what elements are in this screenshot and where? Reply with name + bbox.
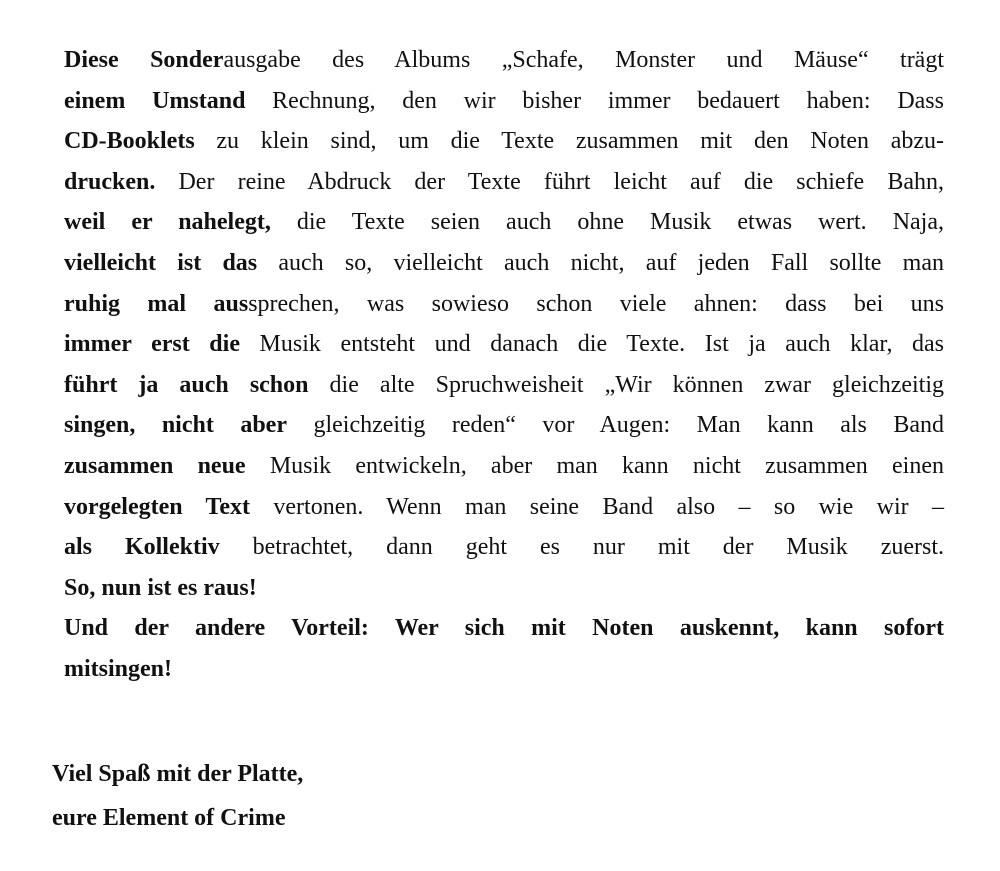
text-line: führt ja auch schon die alte Spruchweisheit „Wir können zwar gleichzeitig (64, 371, 944, 398)
text-line: zusammen neue Musik entwickeln, aber man kann nicht zusammen einen (64, 452, 944, 479)
text-line-mitsingen: mitsingen! (64, 655, 172, 682)
text-line: vielleicht ist das auch so, vielleicht auch nicht, auf jeden Fall sollte man (64, 249, 945, 276)
text-line: weil er nahelegt, die Texte seien auch ohne Musik etwas wert. Naja, (64, 209, 944, 236)
closing-signature (52, 752, 652, 840)
text-line: CD-Booklets zu klein sind, um die Texte zusammen mit den Noten abzu- (64, 128, 944, 155)
closing-line-greeting: Viel Spaß mit der Platte, (52, 761, 304, 787)
text-line: immer erst die Musik entsteht und danach die Texte. Ist ja auch klar, das (64, 331, 945, 358)
booklet-paragraph (64, 40, 944, 690)
text-line-raus: So, nun ist es raus! (64, 574, 257, 601)
text-line: drucken. Der reine Abdruck der Texte führt leicht auf die schiefe Bahn, (64, 168, 944, 195)
text-line: ruhig mal aussprechen, was sowieso schon viele ahnen: dass bei uns (64, 290, 944, 317)
text-line-vorteil: Und der andere Vorteil: Wer sich mit Noten auskennt, kann sofort (64, 615, 944, 642)
text-line: als Kollektiv betrachtet, dann geht es nur mit der Musik zuerst. (64, 534, 944, 561)
text-line: einem Umstand Rechnung, den wir bisher immer bedauert haben: Dass (64, 87, 944, 114)
text-line: singen, nicht aber gleichzeitig reden“ vor Augen: Man kann als Band (64, 412, 945, 439)
text-line: vorgelegten Text vertonen. Wenn man seine Band also – so wie wir – (64, 493, 944, 520)
closing-line-signature: eure Element of Crime (52, 805, 286, 831)
text-line: Diese Sonderausgabe des Albums „Schafe, Monster und Mäuse“ trägt (64, 47, 945, 73)
